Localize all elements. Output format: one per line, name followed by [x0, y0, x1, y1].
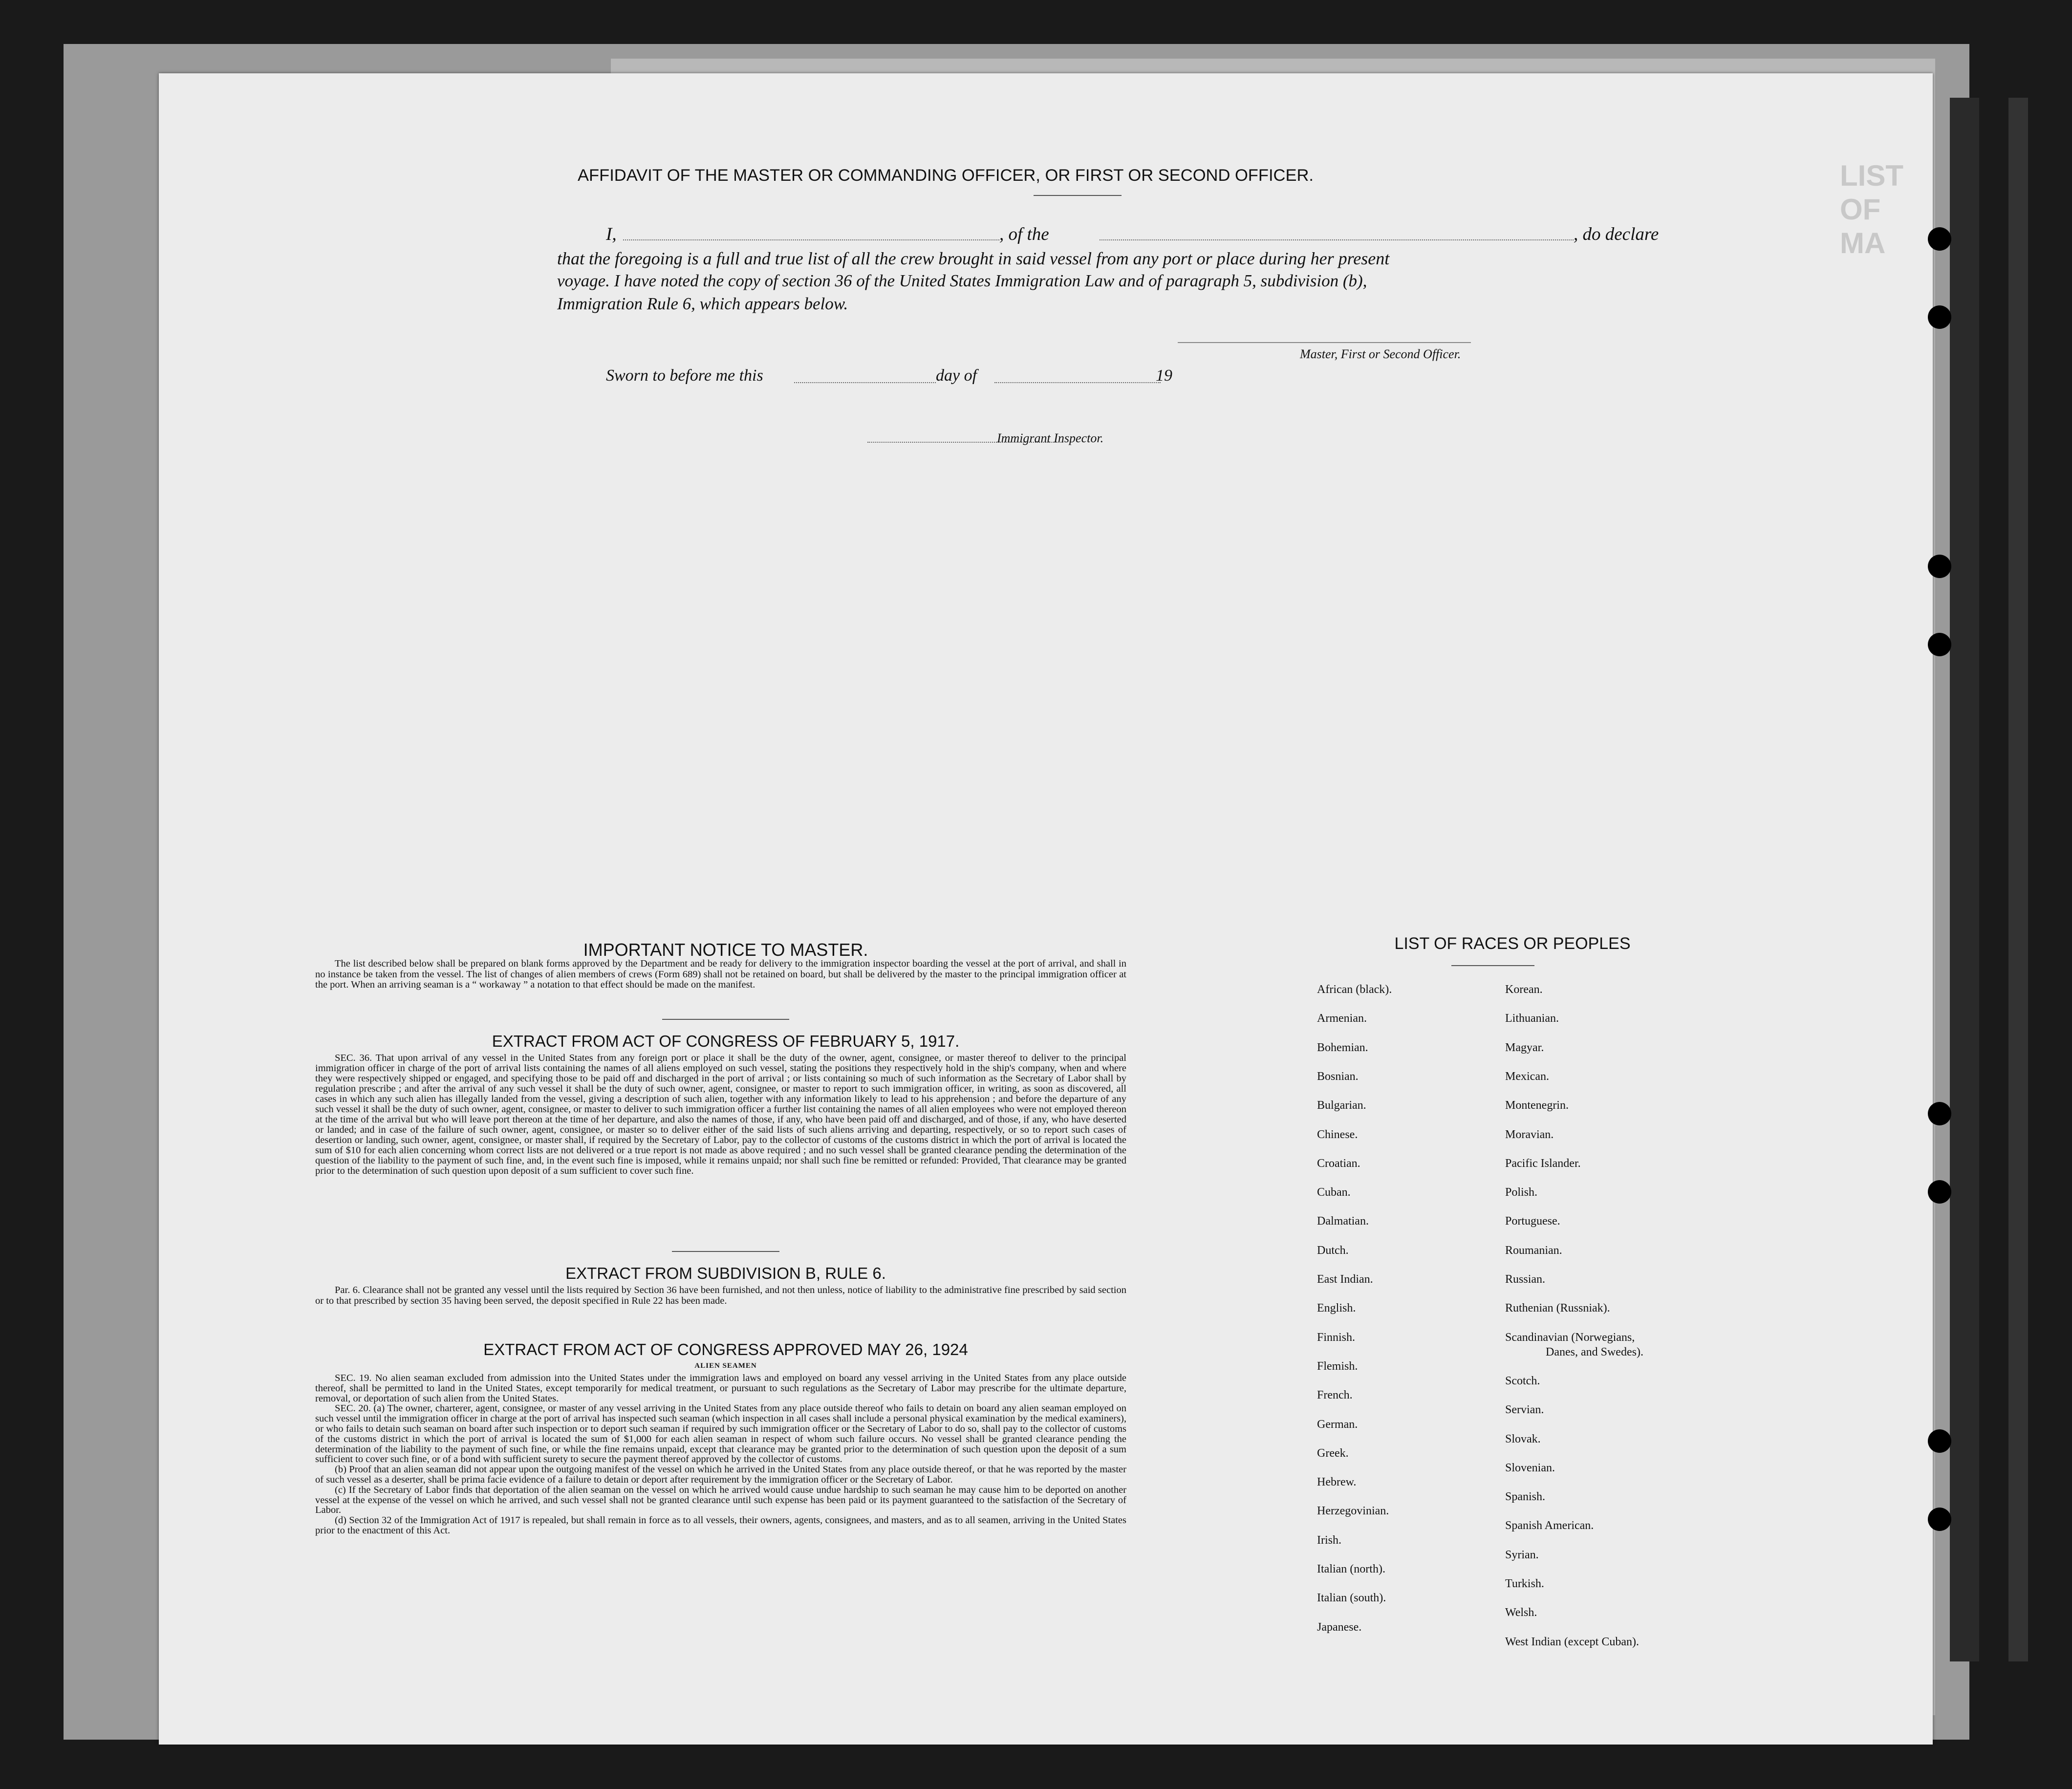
race-entry: East Indian. [1317, 1273, 1373, 1286]
race-entry: Scotch. [1505, 1374, 1540, 1387]
binder-strip-outer [2008, 98, 2028, 1661]
race-entry: Danes, and Swedes). [1546, 1345, 1643, 1358]
race-entry: Syrian. [1505, 1548, 1539, 1561]
binder-hole [1928, 633, 1951, 656]
races-title: LIST OF RACES OR PEOPLES [1394, 934, 1631, 953]
extract-rule6-text [315, 1285, 1126, 1306]
race-entry: Scandinavian (Norwegians, [1505, 1331, 1635, 1344]
race-entry: Chinese. [1317, 1128, 1358, 1141]
race-entry: Mexican. [1505, 1070, 1549, 1083]
binder-hole [1928, 305, 1951, 329]
binder-hole [1928, 1180, 1951, 1204]
race-entry: Spanish. [1505, 1490, 1546, 1504]
name-field[interactable] [623, 238, 999, 240]
binder-hole [1928, 1429, 1951, 1453]
extract-1917-title: EXTRACT FROM ACT OF CONGRESS OF FEBRUARY 5, 1917. [492, 1032, 960, 1050]
affidavit-line3: voyage. I have noted the copy of section 36 of the United States Immigration Law and of paragraph 5, subdivision (b), [557, 271, 1367, 290]
race-entry: Turkish. [1505, 1577, 1544, 1590]
extract-rule6-title: EXTRACT FROM SUBDIVISION B, RULE 6. [565, 1264, 886, 1282]
race-entry: German. [1317, 1418, 1358, 1431]
notice-title: IMPORTANT NOTICE TO MASTER. [583, 940, 868, 960]
race-entry: Welsh. [1505, 1606, 1537, 1619]
race-entry: Pacific Islander. [1505, 1157, 1581, 1170]
extract-1924-text [315, 1373, 1126, 1536]
sworn-label: Sworn to before me this [606, 366, 763, 385]
races-title-rule [1451, 965, 1534, 966]
sec-20d-paragraph: (d) Section 32 of the Immigration Act of 1917 is repealed, but shall remain in force as to all vessels, their owners, agents, consignees, and masters, and as to all seamen, arriving in the United States prior to the enactment of this Act. [315, 1515, 1126, 1536]
race-entry: Cuban. [1317, 1186, 1351, 1199]
affidavit-do-declare: , do declare [1574, 224, 1659, 244]
sec-19-paragraph: SEC. 19. No alien seaman excluded from admission into the United States under the immigration laws and employed on board any vessel arriving in the United States from any place outside thereof, shall be permitted to land in the United States, except temporarily for medical treatment, or pursuant to such regulations as the Secretary of Labor may prescribe for the ultimate departure, removal, or deportation of such alien from the United States. [315, 1373, 1126, 1404]
race-entry: Croatian. [1317, 1157, 1360, 1170]
affidavit-title: AFFIDAVIT OF THE MASTER OR COMMANDING OFFICER, OR FIRST OR SECOND OFFICER. [578, 166, 1314, 185]
race-entry: Slovak. [1505, 1432, 1541, 1445]
race-entry: Greek. [1317, 1446, 1349, 1460]
affidavit-line4: Immigration Rule 6, which appears below. [557, 294, 848, 313]
affidavit-line2: that the foregoing is a full and true list of all the crew brought in said vessel from any port or place during her present [557, 249, 1390, 268]
race-entry: Bohemian. [1317, 1041, 1368, 1054]
race-entry: Japanese. [1317, 1620, 1362, 1634]
race-entry: English. [1317, 1302, 1356, 1315]
race-entry: African (black). [1317, 983, 1392, 996]
race-entry: Magyar. [1505, 1041, 1544, 1054]
race-entry: Bosnian. [1317, 1070, 1359, 1083]
extract-1924-title: EXTRACT FROM ACT OF CONGRESS APPROVED MAY 26, 1924 [483, 1340, 968, 1358]
race-entry: Dutch. [1317, 1244, 1349, 1257]
race-entry: Hebrew. [1317, 1476, 1357, 1489]
extract-1917-text [315, 1053, 1126, 1176]
divider-1 [662, 1019, 789, 1020]
race-entry: West Indian (except Cuban). [1505, 1635, 1639, 1648]
race-entry: Herzegovinian. [1317, 1505, 1389, 1518]
race-entry: Slovenian. [1505, 1461, 1555, 1474]
signature-field[interactable] [1178, 341, 1471, 343]
sworn-day-field[interactable] [794, 381, 936, 383]
race-entry: Spanish American. [1505, 1519, 1594, 1532]
binder-strip [1950, 98, 1979, 1661]
race-entry: Polish. [1505, 1186, 1538, 1199]
race-entry: Irish. [1317, 1533, 1341, 1547]
form-page [159, 73, 1933, 1745]
race-entry: Korean. [1505, 983, 1543, 996]
race-entry: Moravian. [1505, 1128, 1554, 1141]
race-entry: Armenian. [1317, 1012, 1367, 1025]
inspector-caption: Immigrant Inspector. [997, 431, 1104, 445]
extract-1917-paragraph: SEC. 36. That upon arrival of any vessel in the United States from any foreign port or place it shall be the duty of the owner, agent, consignee, or master thereof to deliver to the principal immigration officer in charge of the port of arrival lists containing the names of all aliens employed on such vessel, stating the positions they respectively hold in the ship's company, when and where they were respectively shipped or engaged, and specifying those to be paid off and discharged in the port of arrival ; or lists containing so much of such information as the Secretary of Labor shall by regulation prescribe ; and after the arrival of any such vessel it shall be the duty of such owner, agent, consignee, or master to report to such immigration officer, in writing, as soon as discovered, all cases in which any such alien has illegally landed from the vessel, giving a description of such alien, together with any information likely to lead to his apprehension ; and before the departure of any such vessel it shall be the duty of such owner, agent, consignee, or master to deliver to such immigration officer a further list containing the names of all alien employees who were not employed thereon at the time of the arrival but who will leave port thereon at the time of her departure, and also the names of those, if any, who have been paid off and discharged, and of those, if any, who have deserted or landed; and in case of the failure of such owner, agent, consignee, or master so to deliver either of the said lists of such aliens arriving and departing, respectively, or so to report such cases of desertion or landing, such owner, agent, consignee, or master shall, if required by the Secretary of Labor, pay to the collector of customs of the customs district in which the port of arrival is located the sum of $10 for each alien concerning whom correct lists are not delivered or a true report is not made as above required ; and no such vessel shall be granted clearance pending the determination of the question of the liability to the payment of such fine, and, in the event such fine is imposed, while it remains unpaid; nor shall such fine be remitted or refunded: Provided, That clearance may be granted prior to the determination of such question upon deposit of a sum sufficient to cover such fine. [315, 1053, 1126, 1176]
bleed-through-heading: LIST OF MA [1840, 159, 1903, 259]
race-entry: Italian (north). [1317, 1563, 1385, 1575]
race-entry: Russian. [1505, 1273, 1546, 1286]
sec-20a-paragraph: SEC. 20. (a) The owner, charterer, agent, consignee, or master of any vessel arriving in the United States from any place outside thereof who fails to detain on board any alien seaman employed on such vessel until the immigration officer in charge at the port of arrival has inspected such seaman (which inspection in all cases shall include a personal physical examination by the medical examiners), or who fails to detain such seaman on board after such inspection or to deport such seaman if required by such immigration officer or the Secretary of Labor to do so, shall pay to the collector of customs of the customs district in which the port of arrival is located the sum of $1,000 for each alien seaman in respect of whom such failure occurs. No vessel shall be granted clearance pending the determination of the liability to the payment of such fine, or while the fine remains unpaid, except that clearance may be granted prior to the determination of such question upon the deposit of a sum sufficient to cover such fine, or of a bond with sufficient surety to secure the payment thereof approved by the collector of customs. [315, 1403, 1126, 1465]
signature-caption: Master, First or Second Officer. [1300, 347, 1461, 361]
race-entry: Flemish. [1317, 1359, 1358, 1373]
affidavit-i: I, [606, 224, 617, 244]
sec-20b-paragraph: (b) Proof that an alien seaman did not appear upon the outgoing manifest of the vessel on which he arrived in the United States from any place outside thereof, or that he was reported by the master of such vessel as a deserter, shall be prima facie evidence of a failure to detain or deport after requirement by the immigration officer or the Secretary of Labor. [315, 1464, 1126, 1485]
sec-20c-paragraph: (c) If the Secretary of Labor finds that deportation of the alien seaman on the vessel on which he arrived would cause undue hardship to such seaman he may cause him to be deported on another vessel at the expense of the vessel on which he arrived, and such vessel shall not be granted clearance until such expense has been paid or its payment guaranteed to the satisfaction of the Secretary of Labor. [315, 1484, 1126, 1516]
race-entry: Lithuanian. [1505, 1012, 1559, 1025]
affidavit-title-rule [1034, 195, 1122, 196]
race-entry: Servian. [1505, 1403, 1544, 1417]
binder-hole [1928, 227, 1951, 251]
binder-hole [1928, 1102, 1951, 1125]
notice-paragraph: The list described below shall be prepared on blank forms approved by the Department and be ready for delivery to the immigration inspector boarding the vessel at the port of arrival, and shall in no instance be taken from the vessel. The list of changes of alien members of crews (Form 689) shall not be retained on board, but shall be delivered by the master to the principal immigration officer at the port. When an arriving seaman is a “ workaway ” a notation to that effect should be made on the manifest. [315, 958, 1126, 990]
vessel-field[interactable] [1100, 238, 1574, 240]
divider-2 [672, 1251, 779, 1252]
binder-hole [1928, 555, 1951, 578]
race-entry: Dalmatian. [1317, 1215, 1369, 1228]
race-entry: Montenegrin. [1505, 1099, 1569, 1112]
race-entry: Roumanian. [1505, 1244, 1562, 1257]
race-entry: Ruthenian (Russniak). [1505, 1302, 1610, 1315]
race-entry: Italian (south). [1317, 1592, 1386, 1605]
race-entry: Bulgarian. [1317, 1099, 1366, 1112]
notice-text [315, 959, 1126, 991]
race-entry: Finnish. [1317, 1331, 1356, 1344]
affidavit-of-the: , of the [999, 224, 1049, 244]
year-label: 19 [1156, 366, 1172, 385]
day-of-label: day of [936, 366, 977, 385]
extract-1924-subtitle: ALIEN SEAMEN [694, 1362, 757, 1370]
binder-hole [1928, 1508, 1951, 1531]
extract-rule6-paragraph: Par. 6. Clearance shall not be granted any vessel until the lists required by Section 36 have been furnished, and not then unless, notice of liability to the administrative fine prescribed by said section or to that prescribed by section 35 having been served, the deposit specified in Rule 22 has been made. [315, 1285, 1126, 1306]
sworn-month-field[interactable] [994, 381, 1161, 383]
race-entry: French. [1317, 1389, 1353, 1402]
race-entry: Portuguese. [1505, 1215, 1560, 1228]
